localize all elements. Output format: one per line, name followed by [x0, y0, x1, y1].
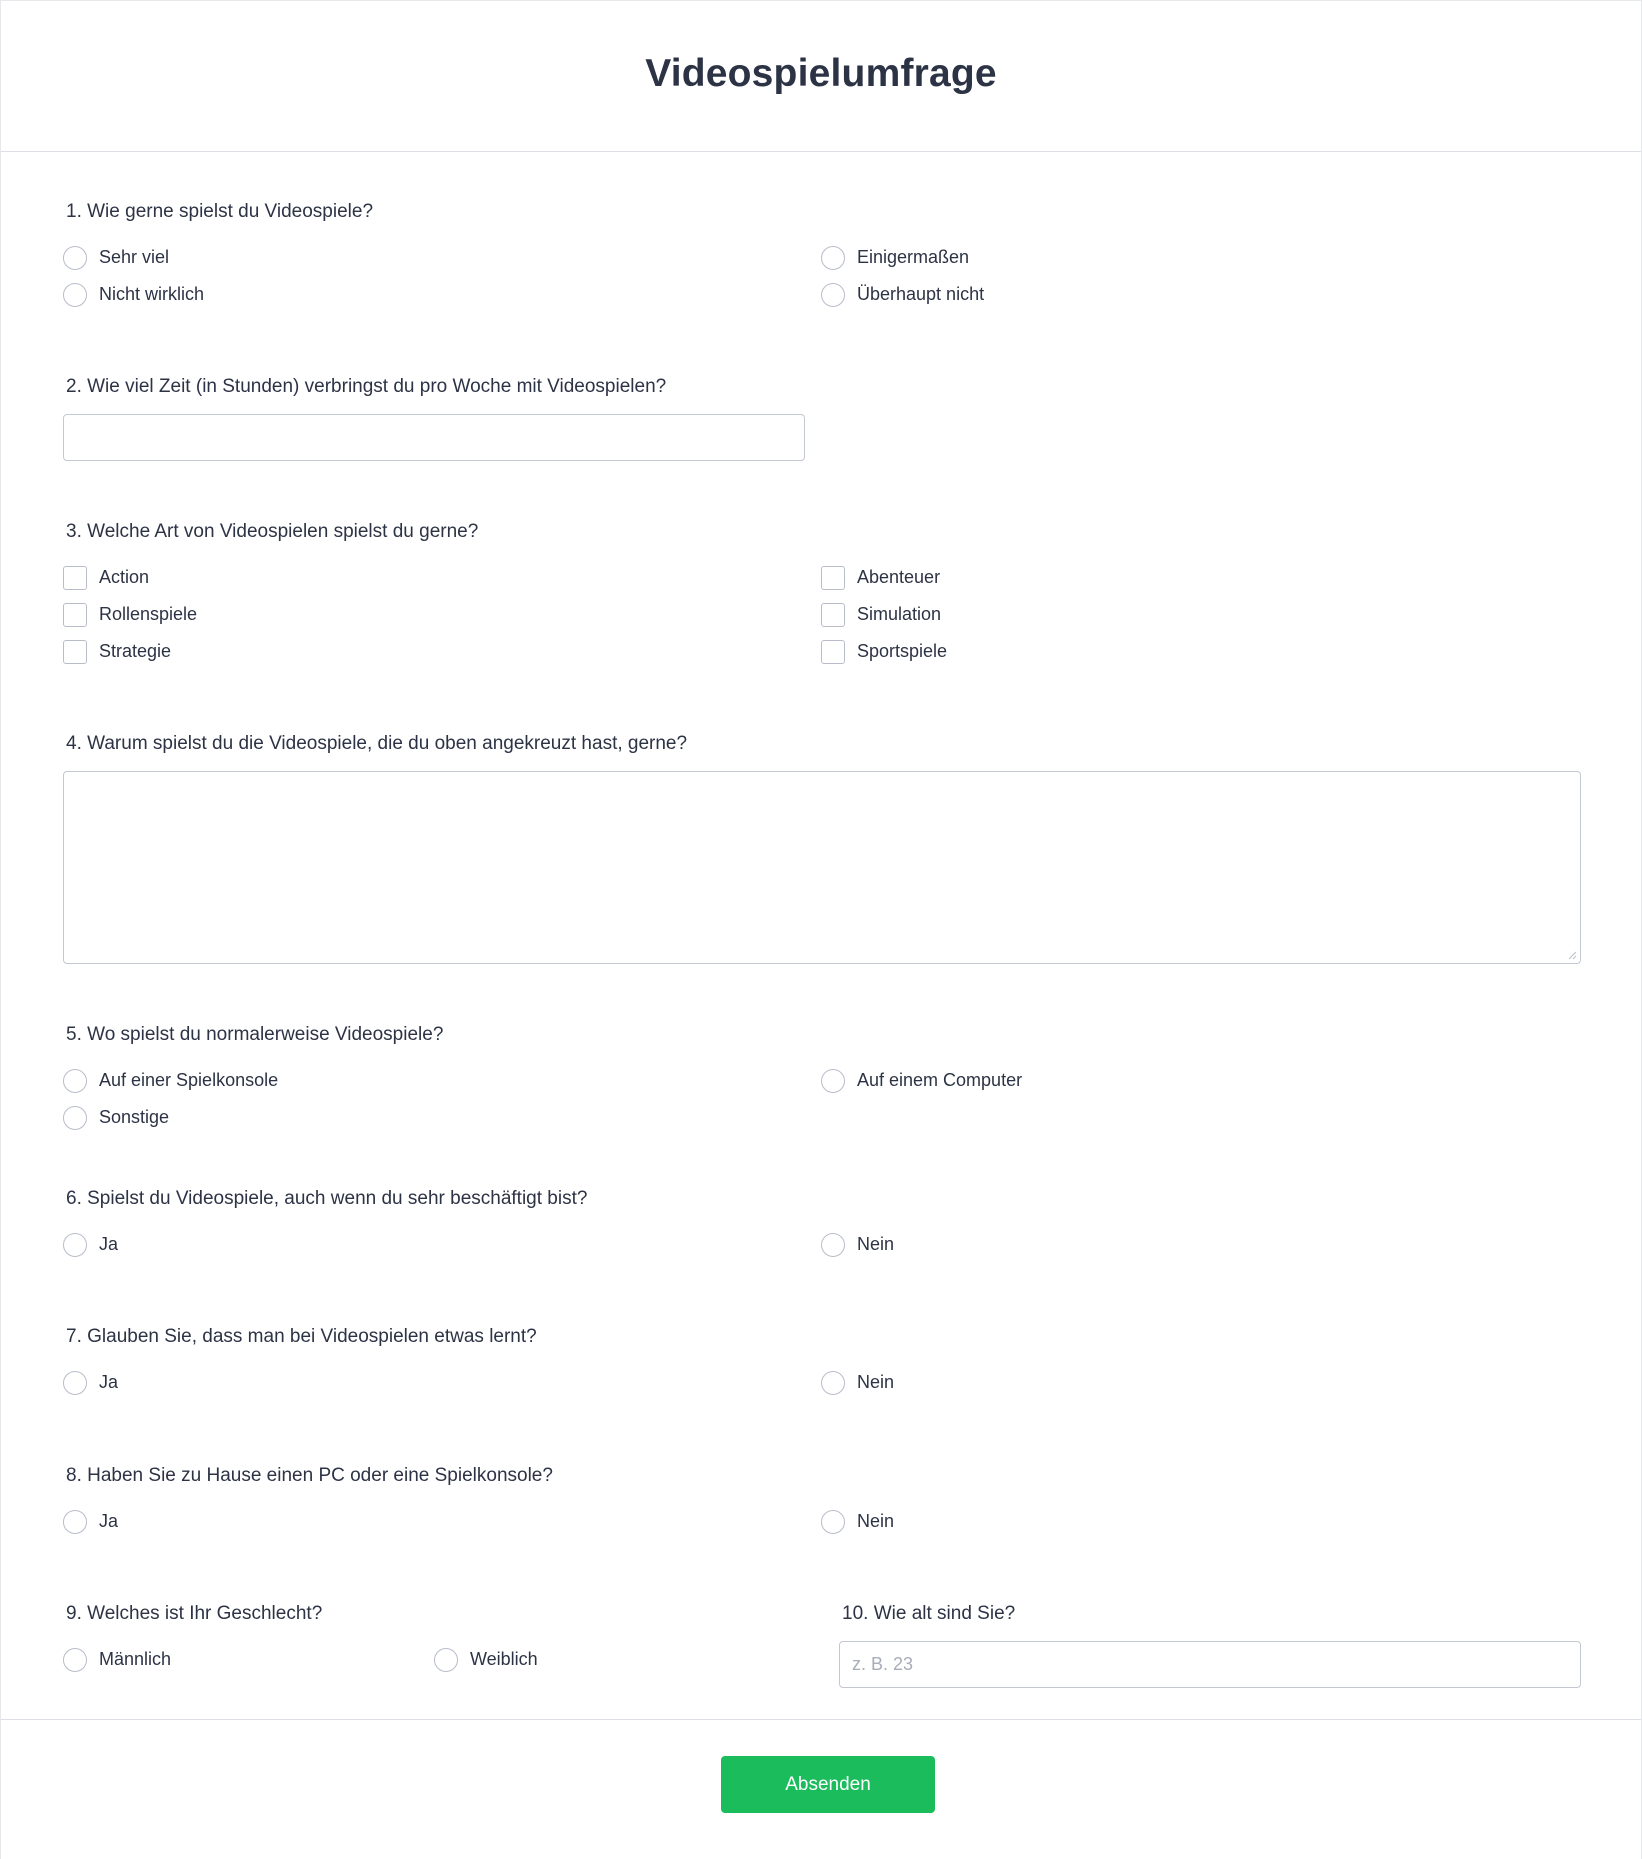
option-sonstige[interactable]: [63, 1106, 822, 1130]
question-7-options: [63, 1364, 1579, 1401]
radio-button[interactable]: [63, 283, 87, 307]
question-5: [63, 1023, 1579, 1136]
option-label: Rollenspiele: [99, 604, 198, 624]
radio-button[interactable]: [821, 283, 845, 307]
radio-button[interactable]: [63, 1510, 87, 1534]
radio-button[interactable]: [63, 1371, 87, 1395]
checkbox[interactable]: [821, 640, 845, 664]
reason-textarea[interactable]: [63, 771, 1581, 964]
option-label: Auf einem Computer: [857, 1070, 1023, 1090]
question-8-label: 8. Haben Sie zu Hause einen PC oder eine Spielkonsole?: [66, 1465, 553, 1486]
form-header: [1, 1, 1641, 152]
question-9-label: 9. Welches ist Ihr Geschlecht?: [66, 1603, 323, 1624]
question-8-options: [63, 1503, 1579, 1540]
option-label: Nein: [857, 1372, 895, 1392]
option-simulation[interactable]: [821, 603, 1579, 627]
option-ja[interactable]: [63, 1510, 821, 1534]
option-label: Überhaupt nicht: [857, 284, 985, 304]
question-6: [63, 1187, 1579, 1263]
checkbox[interactable]: [63, 640, 87, 664]
option-label: Strategie: [99, 641, 172, 661]
option-nein[interactable]: [821, 1233, 1579, 1257]
option-label: Auf einer Spielkonsole: [99, 1070, 279, 1090]
form-footer: [1, 1719, 1641, 1859]
form-title: Videospielumfrage: [645, 52, 997, 95]
resize-handle-icon[interactable]: [1567, 950, 1577, 960]
question-5-options: [63, 1062, 1579, 1136]
option-rollenspiele[interactable]: [63, 603, 821, 627]
question-2: [63, 375, 1579, 461]
option-weiblich[interactable]: [434, 1648, 805, 1672]
option-label: Ja: [99, 1234, 119, 1254]
option-ja[interactable]: [63, 1371, 821, 1395]
question-7-label: 7. Glauben Sie, dass man bei Videospielen etwas lernt?: [66, 1326, 537, 1347]
option-label: Nicht wirklich: [99, 284, 205, 304]
checkbox[interactable]: [63, 566, 87, 590]
question-3: [63, 520, 1579, 670]
option-einigermassen[interactable]: [821, 246, 1579, 270]
radio-button[interactable]: [821, 246, 845, 270]
question-1-options: [63, 239, 1579, 313]
option-label: Sonstige: [99, 1107, 170, 1127]
option-action[interactable]: [63, 566, 821, 590]
checkbox[interactable]: [821, 603, 845, 627]
option-abenteuer[interactable]: [821, 566, 1579, 590]
option-ueberhaupt-nicht[interactable]: [821, 283, 1579, 307]
radio-button[interactable]: [821, 1510, 845, 1534]
question-9: [63, 1602, 805, 1678]
option-label: Ja: [99, 1372, 119, 1392]
radio-button[interactable]: [821, 1233, 845, 1257]
radio-button[interactable]: [63, 246, 87, 270]
option-label: Action: [99, 567, 150, 587]
option-label: Nein: [857, 1234, 895, 1254]
option-computer[interactable]: [821, 1069, 1579, 1093]
option-label: Weiblich: [470, 1649, 538, 1669]
question-1-label: 1. Wie gerne spielst du Videospiele?: [66, 201, 374, 222]
radio-button[interactable]: [821, 1371, 845, 1395]
checkbox[interactable]: [821, 566, 845, 590]
question-10-label: 10. Wie alt sind Sie?: [842, 1603, 1016, 1624]
question-3-options: [63, 559, 1579, 670]
question-2-label: 2. Wie viel Zeit (in Stunden) verbringst du pro Woche mit Videospielen?: [66, 376, 667, 397]
option-maennlich[interactable]: [63, 1648, 434, 1672]
question-1: [63, 200, 1579, 313]
question-10: [839, 1602, 1579, 1688]
question-6-label: 6. Spielst du Videospiele, auch wenn du sehr beschäftigt bist?: [66, 1188, 588, 1209]
question-7: [63, 1325, 1579, 1401]
option-label: Einigermaßen: [857, 247, 970, 267]
question-5-label: 5. Wo spielst du normalerweise Videospiele?: [66, 1024, 444, 1045]
radio-button[interactable]: [63, 1648, 87, 1672]
age-input[interactable]: [839, 1641, 1581, 1688]
option-label: Sehr viel: [99, 247, 170, 267]
checkbox[interactable]: [63, 603, 87, 627]
option-label: Simulation: [857, 604, 942, 624]
option-nein[interactable]: [821, 1371, 1579, 1395]
option-label: Nein: [857, 1511, 895, 1531]
option-nicht-wirklich[interactable]: [63, 283, 821, 307]
radio-button[interactable]: [63, 1069, 87, 1093]
question-4-label: 4. Warum spielst du die Videospiele, die du oben angekreuzt hast, gerne?: [66, 733, 688, 754]
question-8: [63, 1464, 1579, 1540]
radio-button[interactable]: [821, 1069, 845, 1093]
option-nein[interactable]: [821, 1510, 1579, 1534]
submit-button[interactable]: Absenden: [721, 1756, 935, 1813]
option-ja[interactable]: [63, 1233, 821, 1257]
option-label: Männlich: [99, 1649, 172, 1669]
option-sportspiele[interactable]: [821, 640, 1579, 664]
radio-button[interactable]: [63, 1233, 87, 1257]
radio-button[interactable]: [63, 1106, 87, 1130]
question-3-label: 3. Welche Art von Videospielen spielst du gerne?: [66, 521, 479, 542]
question-9-options: [63, 1641, 805, 1678]
option-spielkonsole[interactable]: [63, 1069, 821, 1093]
option-label: Ja: [99, 1511, 119, 1531]
question-6-options: [63, 1226, 1579, 1263]
hours-per-week-input[interactable]: [63, 414, 805, 461]
question-4: [63, 732, 1579, 964]
option-label: Sportspiele: [857, 641, 948, 661]
radio-button[interactable]: [434, 1648, 458, 1672]
option-label: Abenteuer: [857, 567, 941, 587]
option-strategie[interactable]: [63, 640, 821, 664]
option-sehr-viel[interactable]: [63, 246, 821, 270]
